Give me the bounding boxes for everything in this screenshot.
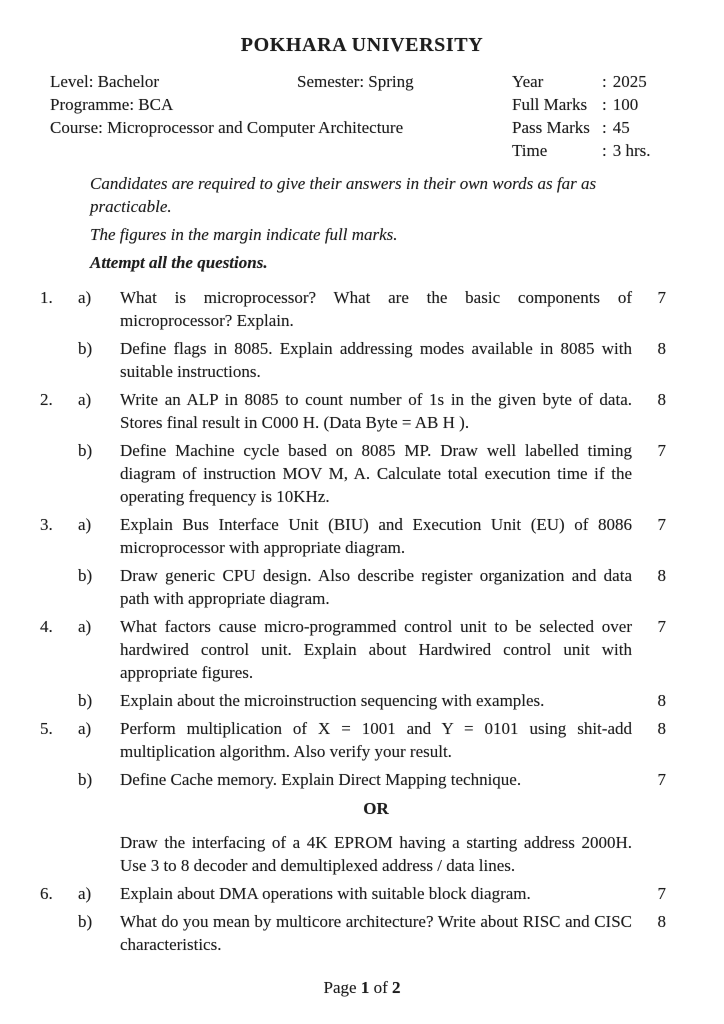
year-value: 2025 xyxy=(612,72,647,91)
level-field: Level: Bachelor xyxy=(50,72,160,91)
question-part-2a xyxy=(0,388,724,434)
separator-colon: : xyxy=(602,72,607,91)
question-number: 6. xyxy=(40,884,53,903)
footer-of-word: of xyxy=(373,978,388,997)
part-letter: a) xyxy=(78,288,92,307)
separator-colon: : xyxy=(602,141,607,160)
marks-value: 7 xyxy=(657,884,666,903)
part-letter: b) xyxy=(78,691,93,710)
part-letter: b) xyxy=(78,339,93,358)
marks-value: 7 xyxy=(657,441,666,460)
question-part-6a xyxy=(0,882,724,905)
part-letter-spacer xyxy=(78,796,120,826)
part-letter-spacer xyxy=(78,831,120,877)
question-number: 3. xyxy=(40,515,53,534)
footer-page-number: 1 xyxy=(360,978,370,997)
part-letter: a) xyxy=(78,719,92,738)
question-text: Explain about DMA operations with suitable block diagram. xyxy=(120,884,531,903)
marks-value: 7 xyxy=(657,515,666,534)
full-marks-row xyxy=(512,93,682,116)
marks-value: 8 xyxy=(657,566,666,585)
page-title: POKHARA UNIVERSITY xyxy=(240,34,484,56)
question-part-2b xyxy=(0,439,724,508)
question-part-3a xyxy=(0,513,724,559)
pass-marks-label: Pass Marks xyxy=(512,118,590,137)
part-letter: a) xyxy=(78,884,92,903)
question-number: 2. xyxy=(40,390,53,409)
marks-value: 7 xyxy=(657,617,666,636)
question-text: Explain about the microinstruction sequencing with examples. xyxy=(120,691,545,710)
question-number-spacer xyxy=(40,337,78,383)
question-number-spacer xyxy=(40,831,78,877)
question-text: Draw generic CPU design. Also describe register organization and data path with appropriate diagram. xyxy=(120,566,632,608)
question-part-3b xyxy=(0,564,724,610)
question-text: Write an ALP in 8085 to count number of 1s in the given byte of data. Stores final result in C000 H. (Data Byte = AB H ). xyxy=(120,390,632,432)
time-row xyxy=(512,139,682,162)
instruction-attempt-all: Attempt all the questions. xyxy=(90,253,268,272)
instruction-note-1: Candidates are required to give their answers in their own words as far as practicable. xyxy=(90,174,597,216)
question-part-1b xyxy=(0,337,724,383)
footer-total-pages: 2 xyxy=(391,978,401,997)
question-number-spacer xyxy=(40,910,78,956)
instruction-note-2: The figures in the margin indicate full marks. xyxy=(90,225,398,244)
time-label: Time xyxy=(512,141,548,160)
exam-header xyxy=(50,70,682,162)
separator-colon: : xyxy=(602,95,607,114)
header-right-column xyxy=(512,70,682,162)
part-letter: b) xyxy=(78,912,93,931)
question-text: What do you mean by multicore architecture? Write about RISC and CISC characteristics. xyxy=(120,912,632,954)
question-list xyxy=(0,286,724,956)
question-text: Define Machine cycle based on 8085 MP. Draw well labelled timing diagram of instruction MOV M, A. Calculate total execution time if the operating frequency is 10KHz. xyxy=(120,441,632,506)
marks-spacer xyxy=(632,796,666,826)
question-text: Define flags in 8085. Explain addressing modes available in 8085 with suitable instructions. xyxy=(120,339,632,381)
question-text: Draw the interfacing of a 4K EPROM having a starting address 2000H. Use 3 to 8 decoder and demultiplexed address / data lines. xyxy=(120,833,632,875)
programme-field: Programme: BCA xyxy=(50,95,174,114)
pass-marks-row xyxy=(512,116,682,139)
question-number-spacer xyxy=(40,564,78,610)
marks-value: 8 xyxy=(657,912,666,931)
part-letter: a) xyxy=(78,617,92,636)
question-part-4a xyxy=(0,615,724,684)
year-row xyxy=(512,70,682,93)
marks-spacer xyxy=(632,831,666,877)
year-label: Year xyxy=(512,72,544,91)
question-text: What factors cause micro-programmed control unit to be selected over hardwired control unit. Explain about Hardwired control unit with appropriate figures. xyxy=(120,617,632,682)
time-value: 3 hrs. xyxy=(612,141,651,160)
question-number: 4. xyxy=(40,617,53,636)
question-number: 5. xyxy=(40,719,53,738)
pass-marks-value: 45 xyxy=(612,118,630,137)
marks-value: 8 xyxy=(657,390,666,409)
page-footer xyxy=(0,976,724,999)
or-alternative-question xyxy=(0,831,724,877)
question-text: Define Cache memory. Explain Direct Mapping technique. xyxy=(120,770,522,789)
question-part-6b xyxy=(0,910,724,956)
candidate-instructions xyxy=(90,172,664,274)
course-field: Course: Microprocessor and Computer Architecture xyxy=(50,118,404,137)
marks-value: 8 xyxy=(657,719,666,738)
marks-value: 8 xyxy=(657,339,666,358)
or-divider-label: OR xyxy=(363,799,389,818)
part-letter: a) xyxy=(78,390,92,409)
question-number-spacer xyxy=(40,796,78,826)
semester-field: Semester: Spring xyxy=(297,72,414,91)
part-letter: a) xyxy=(78,515,92,534)
part-letter: b) xyxy=(78,770,93,789)
question-number: 1. xyxy=(40,288,53,307)
marks-value: 7 xyxy=(657,288,666,307)
question-text: What is microprocessor? What are the basic components of microprocessor? Explain. xyxy=(120,288,632,330)
question-part-5a xyxy=(0,717,724,763)
full-marks-value: 100 xyxy=(612,95,639,114)
question-part-1a xyxy=(0,286,724,332)
question-part-4b xyxy=(0,689,724,712)
footer-page-word: Page xyxy=(323,978,357,997)
question-number-spacer xyxy=(40,439,78,508)
marks-value: 7 xyxy=(657,770,666,789)
or-divider-row xyxy=(0,796,724,826)
header-left-column xyxy=(50,70,512,162)
question-part-5b xyxy=(0,768,724,791)
marks-value: 8 xyxy=(657,691,666,710)
question-text: Explain Bus Interface Unit (BIU) and Execution Unit (EU) of 8086 microprocessor with appropriate diagram. xyxy=(120,515,632,557)
question-number-spacer xyxy=(40,689,78,712)
part-letter: b) xyxy=(78,566,93,585)
header-row-level-semester xyxy=(50,70,512,93)
full-marks-label: Full Marks xyxy=(512,95,588,114)
part-letter: b) xyxy=(78,441,93,460)
separator-colon: : xyxy=(602,118,607,137)
question-number-spacer xyxy=(40,768,78,791)
question-text: Perform multiplication of X = 1001 and Y = 0101 using shit-add multiplication algorithm. Also verify your result. xyxy=(120,719,632,761)
